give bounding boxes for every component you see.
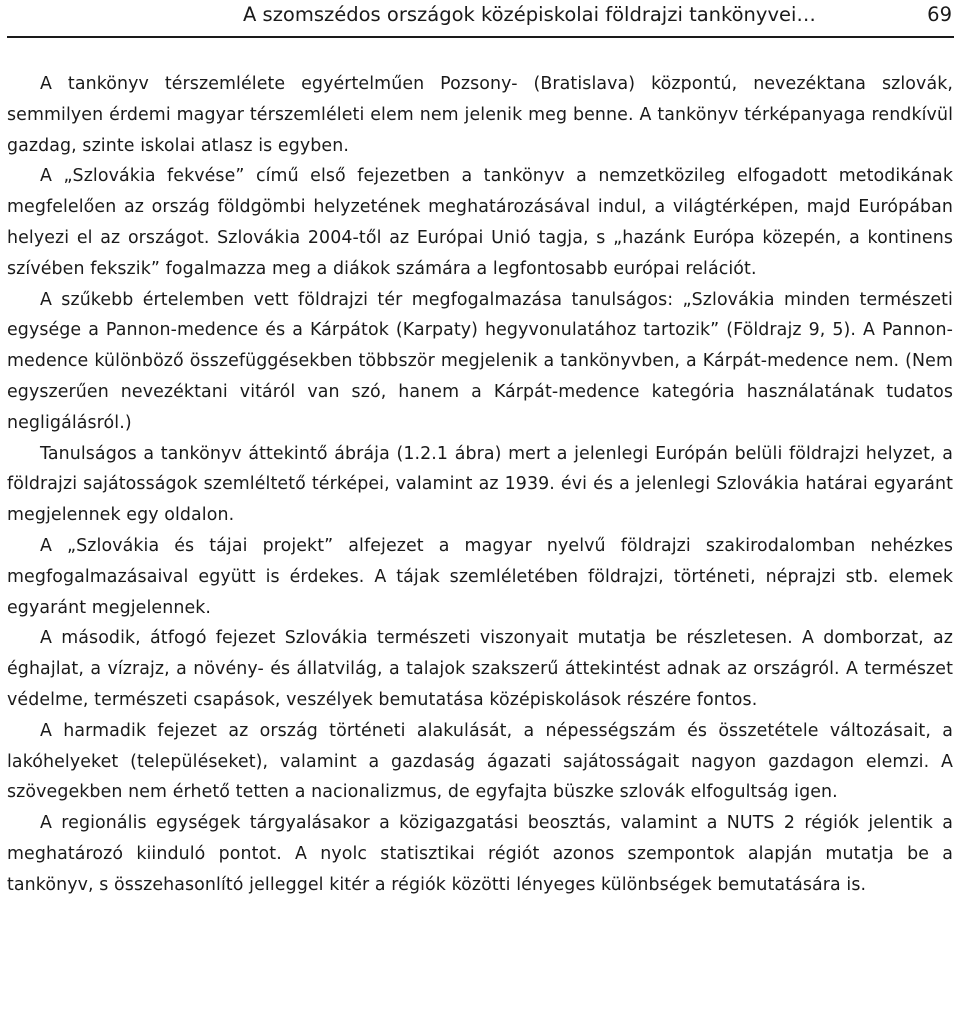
paragraph-4: Tanulságos a tankönyv áttekintő ábrája (1.2.1 ábra) mert a jelenlegi Európán belüli földrajzi helyzet, a földrajzi sajátosságok szemléltető térképei, valamint az 1939. évi és a jelenlegi Szlovákia határai egyaránt megjelennek egy oldalon. [7, 443, 953, 526]
running-header [7, 0, 954, 38]
paragraph-5: A „Szlovákia és tájai projekt” alfejezet a magyar nyelvű földrajzi szakirodalomban nehézkes megfogalmazásaival együtt is érdekes. A tájak szemléletében földrajzi, történeti, néprajzi stb. elemek egyaránt megjelennek. [7, 535, 953, 618]
page-number: 69 [927, 3, 952, 26]
paragraph-7: A harmadik fejezet az ország történeti alakulását, a népességszám és összetétele változásait, a lakóhelyeket (településeket), valamint a gazdaság ágazati sajátosságait nagyon gazdagon elemzi. A szövegekben nem érhető tetten a nacionalizmus, de egyfajta büszke szlovák elfogultság igen. [7, 720, 953, 803]
paragraph-3: A szűkebb értelemben vett földrajzi tér megfogalmazása tanulságos: „Szlovákia minden természeti egysége a Pannon-medence és a Kárpátok (Karpaty) hegyvonulatához tartozik” (Földrajz 9, 5). A Pannon-medence különböző összefüggésekben többször megjelenik a tankönyvben, a Kárpát-medence nem. (Nem egyszerűen nevezéktani vitáról van szó, hanem a Kárpát-medence kategória használatának tudatos negligálásról.) [7, 289, 953, 433]
paragraph-8: A regionális egységek tárgyalásakor a közigazgatási beosztás, valamint a NUTS 2 régiók jelentik a meghatározó kiinduló pontot. A nyolc statisztikai régiót azonos szempontok alapján mutatja be a tankönyv, s összehasonlító jelleggel kitér a régiók közötti lényeges különbségek bemutatására is. [7, 813, 953, 895]
running-title: A szomszédos országok középiskolai földrajzi tankönyvei… [243, 3, 816, 26]
paragraph-6: A második, átfogó fejezet Szlovákia természeti viszonyait mutatja be részletesen. A domborzat, az éghajlat, a vízrajz, a növény- és állatvilág, a talajok szakszerű áttekintést adnak az országról. A természet védelme, természeti csapások, veszélyek bemutatása középiskolások részére fontos. [7, 628, 953, 710]
paragraph-2: A „Szlovákia fekvése” című első fejezetben a tankönyv a nemzetközileg elfogadott metodikának megfelelően az ország földgömbi helyzetének meghatározásával indul, a világtérképen, majd Európában helyezi el az országot. Szlovákia 2004-től az Európai Unió tagja, s „hazánk Európa közepén, a kontinens szívében fekszik” fogalmazza meg a diákok számára a legfontosabb európai relációt. [7, 166, 953, 279]
paragraph-1: A tankönyv térszemlélete egyértelműen Pozsony- (Bratislava) központú, nevezéktana szlovák, semmilyen érdemi magyar térszemléleti elem nem jelenik meg benne. A tankönyv térképanyaga rendkívül gazdag, szinte iskolai atlasz is egyben. [7, 74, 953, 156]
body-text [7, 69, 953, 901]
